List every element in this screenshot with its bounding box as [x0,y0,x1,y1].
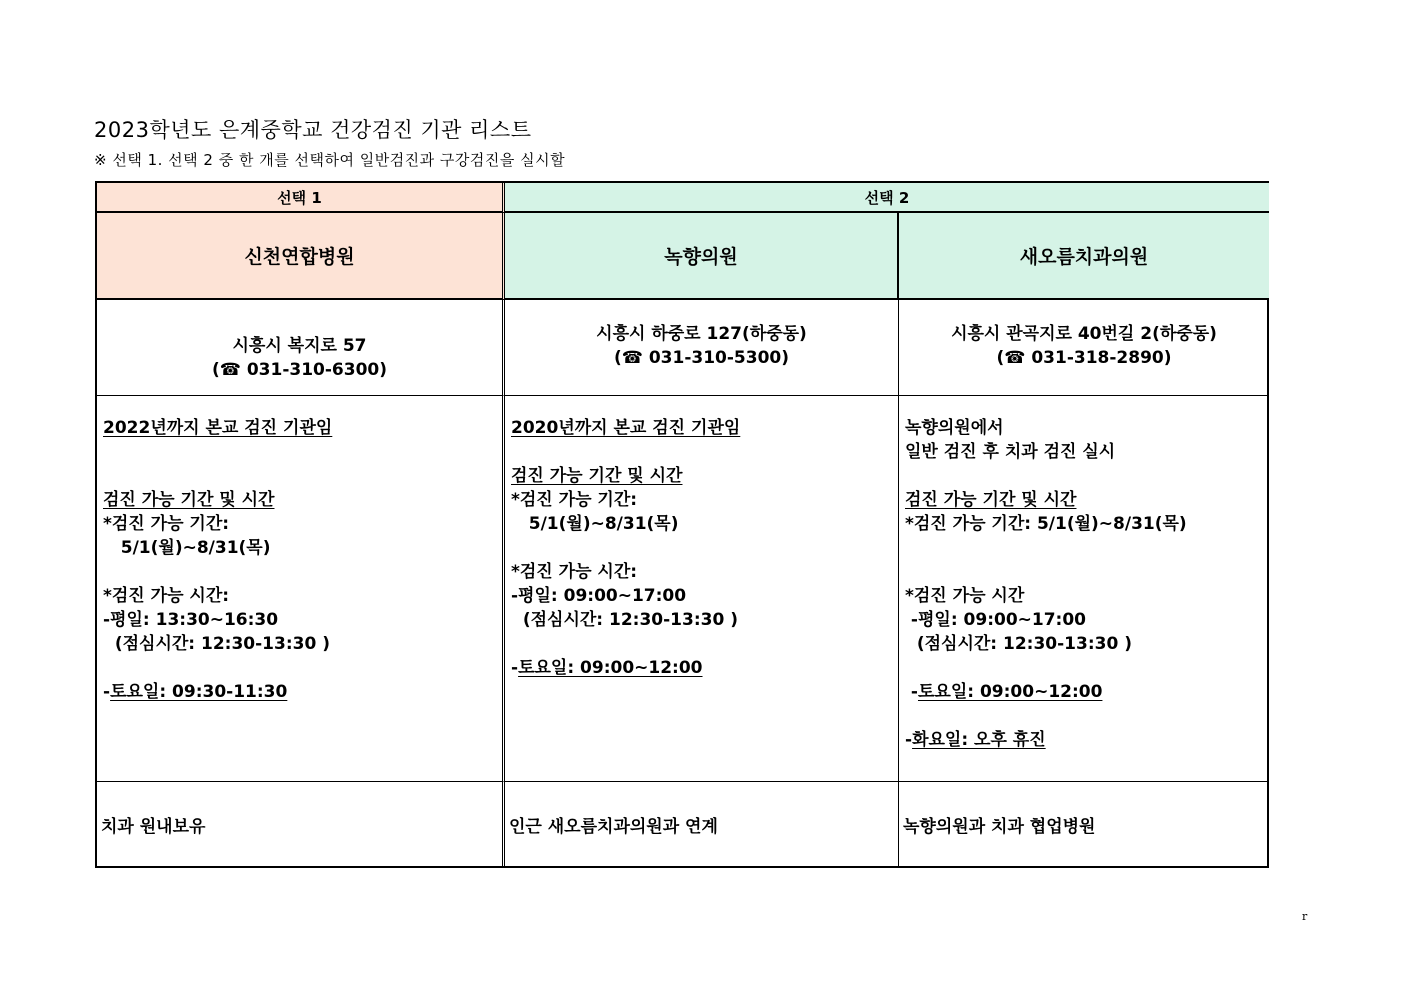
detail-text: - [103,682,111,702]
hospital-table [95,181,1269,868]
detail-text: 녹향의원에서 [905,418,1004,438]
detail-text: *검진 가능 시간: [103,586,230,606]
hospital-footer-3: 녹향의원과 치과 협업병원 [903,816,1096,837]
page-note: ※ 선택 1. 선택 2 중 한 개를 선택하여 일반검진과 구강검진을 실시할 [94,151,566,169]
detail-text: *검진 가능 시간: [511,562,638,582]
phone-text: (☎ 031-318-2890) [996,347,1172,368]
detail-line [103,584,502,608]
detail-text: (점심시간: 12:30-13:30 ) [103,634,330,654]
page-mark: r [1302,910,1308,923]
detail-line [905,680,1269,704]
detail-line [511,512,898,536]
detail-line [905,584,1269,608]
detail-line [511,584,898,608]
detail-text: 2022년까지 본교 검진 기관임 [103,418,333,438]
detail-text: (점심시간: 12:30-13:30 ) [905,634,1132,654]
detail-text: -평일: 09:00~17:00 [511,586,687,606]
detail-line [103,656,502,680]
page-title: 2023학년도 은계중학교 건강검진 기관 리스트 [94,118,532,142]
detail-line [511,656,898,680]
detail-line [511,488,898,512]
detail-line [905,704,1269,728]
detail-line [905,560,1269,584]
detail-text: 일반 검진 후 치과 검진 실시 [905,442,1116,462]
detail-text-emphasis: 토요일: 09:00~12:00 [518,658,703,678]
detail-text-emphasis: 화요일: 오후 휴진 [912,730,1046,750]
detail-text: -평일: 09:00~17:00 [905,610,1087,630]
detail-line [103,608,502,632]
detail-line [511,608,898,632]
hospital-details-3 [899,396,1269,782]
detail-line [103,536,502,560]
hospital-details-1 [97,396,505,782]
detail-line [905,512,1269,536]
detail-text: - [905,730,913,750]
detail-line [103,488,502,512]
detail-text-emphasis: 토요일: 09:00~12:00 [917,682,1103,702]
detail-text: *검진 가능 기간: [103,514,230,534]
detail-line [103,512,502,536]
detail-text: 5/1(월)~8/31(목) [103,538,271,558]
detail-line [103,440,502,464]
detail-text: 검진 가능 기간 및 시간 [511,466,683,486]
detail-line [103,560,502,584]
detail-line [511,416,898,440]
detail-text: 5/1(월)~8/31(목) [511,514,679,534]
detail-line [103,464,502,488]
detail-line [103,416,502,440]
hospital-footer-1: 치과 원내보유 [97,782,505,866]
detail-line [905,608,1269,632]
hospital-name-2: 녹향의원 [505,213,899,300]
detail-text: 검진 가능 기간 및 시간 [905,490,1077,510]
detail-line [103,680,502,704]
hospital-details-2 [505,396,899,782]
detail-line [511,560,898,584]
detail-text: - [905,682,918,702]
detail-line [511,632,898,656]
address-text: 시흥시 복지로 57 [232,335,367,356]
hospital-address-cell-2 [505,300,899,396]
detail-text: - [511,658,519,678]
hospital-address-cell-1 [97,300,505,396]
hospital-footer-2: 인근 새오름치과의원과 연계 [505,782,899,866]
phone-text: (☎ 031-310-6300) [211,359,388,380]
detail-line [511,464,898,488]
detail-text: 2020년까지 본교 검진 기관임 [511,418,741,438]
hospital-name-3: 새오름치과의원 [899,213,1269,300]
detail-line [511,440,898,464]
hospital-address-cell-3 [899,300,1269,396]
choice2-header: 선택 2 [505,183,1269,213]
detail-text: *검진 가능 기간: 5/1(월)~8/31(목) [905,514,1187,534]
detail-line [905,464,1269,488]
detail-text: 검진 가능 기간 및 시간 [103,490,275,510]
choice1-header: 선택 1 [97,183,505,213]
hospital-name-1: 신천연합병원 [97,213,505,300]
detail-line [103,632,502,656]
detail-line [905,440,1269,464]
detail-line [905,488,1269,512]
detail-text-emphasis: 토요일: 09:30-11:30 [110,682,288,702]
detail-line [905,536,1269,560]
address-text: 시흥시 하중로 127(하중동) [596,323,807,344]
detail-line [905,728,1269,752]
detail-line [905,416,1269,440]
detail-text: -평일: 13:30~16:30 [103,610,279,630]
detail-text: *검진 가능 시간 [905,586,1025,606]
detail-text: *검진 가능 기간: [511,490,638,510]
detail-text: (점심시간: 12:30-13:30 ) [511,610,738,630]
address-text: 시흥시 관곡지로 40번길 2(하중동) [951,323,1217,344]
detail-line [905,656,1269,680]
detail-line [511,536,898,560]
detail-line [905,632,1269,656]
phone-text: (☎ 031-310-5300) [613,347,790,368]
